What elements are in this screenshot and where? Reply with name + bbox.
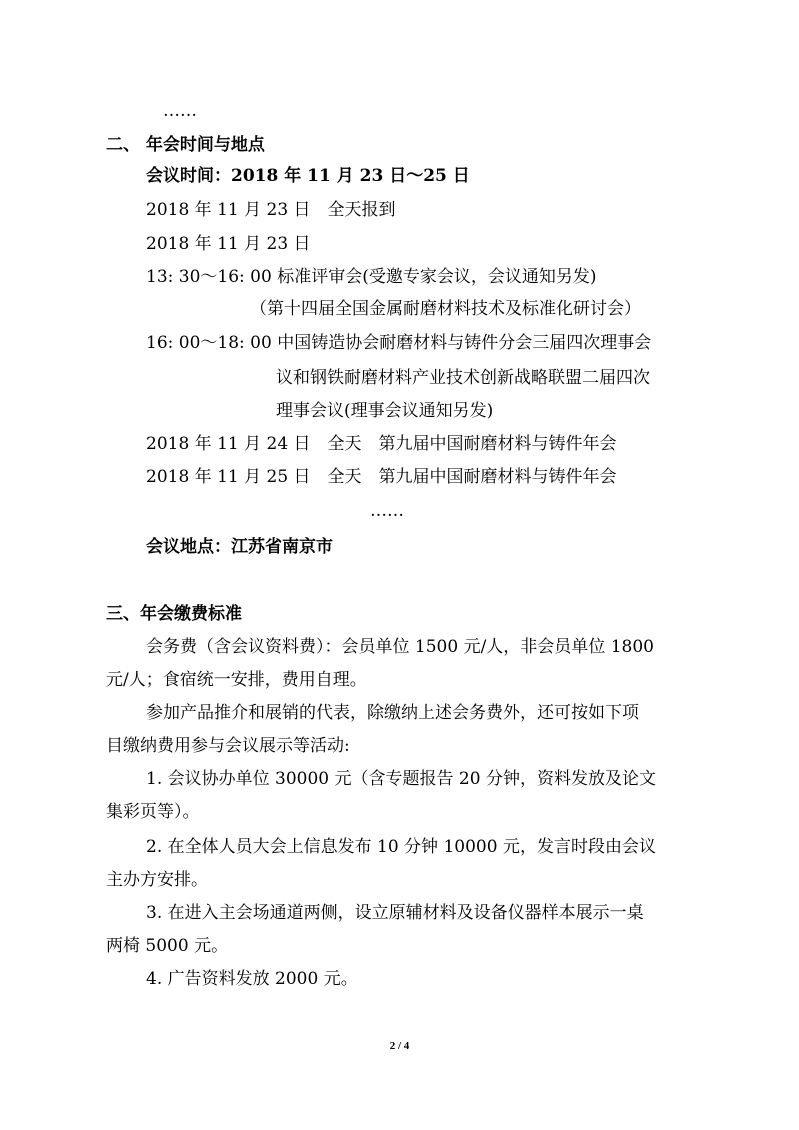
schedule-line: 议和钢铁耐磨材料产业技术创新战略联盟二届四次 <box>276 368 650 388</box>
schedule-line: 2018 年 11 月 23 日 <box>146 234 311 254</box>
fee-item: 两椅 5000 元。 <box>106 936 229 956</box>
section2-heading: 二、 年会时间与地点 <box>106 135 265 155</box>
schedule-line: 2018 年 11 月 25 日 全天 第九届中国耐磨材料与铸件年会 <box>146 467 617 487</box>
fee-item: 主办方安排。 <box>106 870 208 890</box>
schedule-line: （第十四届全国金属耐磨材料技术及标准化研讨会） <box>250 299 641 319</box>
fee-item: 4. 广告资料发放 2000 元。 <box>146 969 358 989</box>
fee-paragraph: 元/人；食宿统一安排，费用自理。 <box>106 670 367 690</box>
page-number: 2 / 4 <box>389 1040 410 1052</box>
schedule-line: 理事会议(理事会议通知另发) <box>276 401 494 421</box>
promo-paragraph: 目缴纳费用参与会议展示等活动: <box>106 736 350 756</box>
ellipsis-top: …… <box>163 101 197 121</box>
fee-item: 2. 在全体人员大会上信息发布 10 分钟 10000 元，发言时段由会议 <box>146 837 656 857</box>
fee-item: 1. 会议协办单位 30000 元（含专题报告 20 分钟，资料发放及论文 <box>146 769 656 789</box>
schedule-line: 16: 00～18: 00 中国铸造协会耐磨材料与铸件分会三届四次理事会 <box>146 333 652 353</box>
meeting-place: 会议地点：江苏省南京市 <box>146 537 333 557</box>
fee-item: 3. 在进入主会场通道两侧，设立原辅材料及设备仪器样本展示一桌 <box>146 903 644 923</box>
section3-heading: 三、年会缴费标准 <box>106 604 242 624</box>
fee-paragraph: 会务费（含会议资料费）：会员单位 1500 元/人，非会员单位 1800 <box>146 637 654 657</box>
schedule-line: 2018 年 11 月 24 日 全天 第九届中国耐磨材料与铸件年会 <box>146 434 617 454</box>
meeting-time: 会议时间：2018 年 11 月 23 日～25 日 <box>146 166 470 186</box>
fee-item: 集彩页等）。 <box>106 802 200 822</box>
ellipsis-schedule: …… <box>370 501 404 521</box>
promo-paragraph: 参加产品推介和展销的代表，除缴纳上述会务费外，还可按如下项 <box>146 703 639 723</box>
schedule-line: 13: 30～16: 00 标准评审会(受邀专家会议，会议通知另发) <box>146 267 597 287</box>
schedule-line: 2018 年 11 月 23 日 全天报到 <box>146 200 396 220</box>
